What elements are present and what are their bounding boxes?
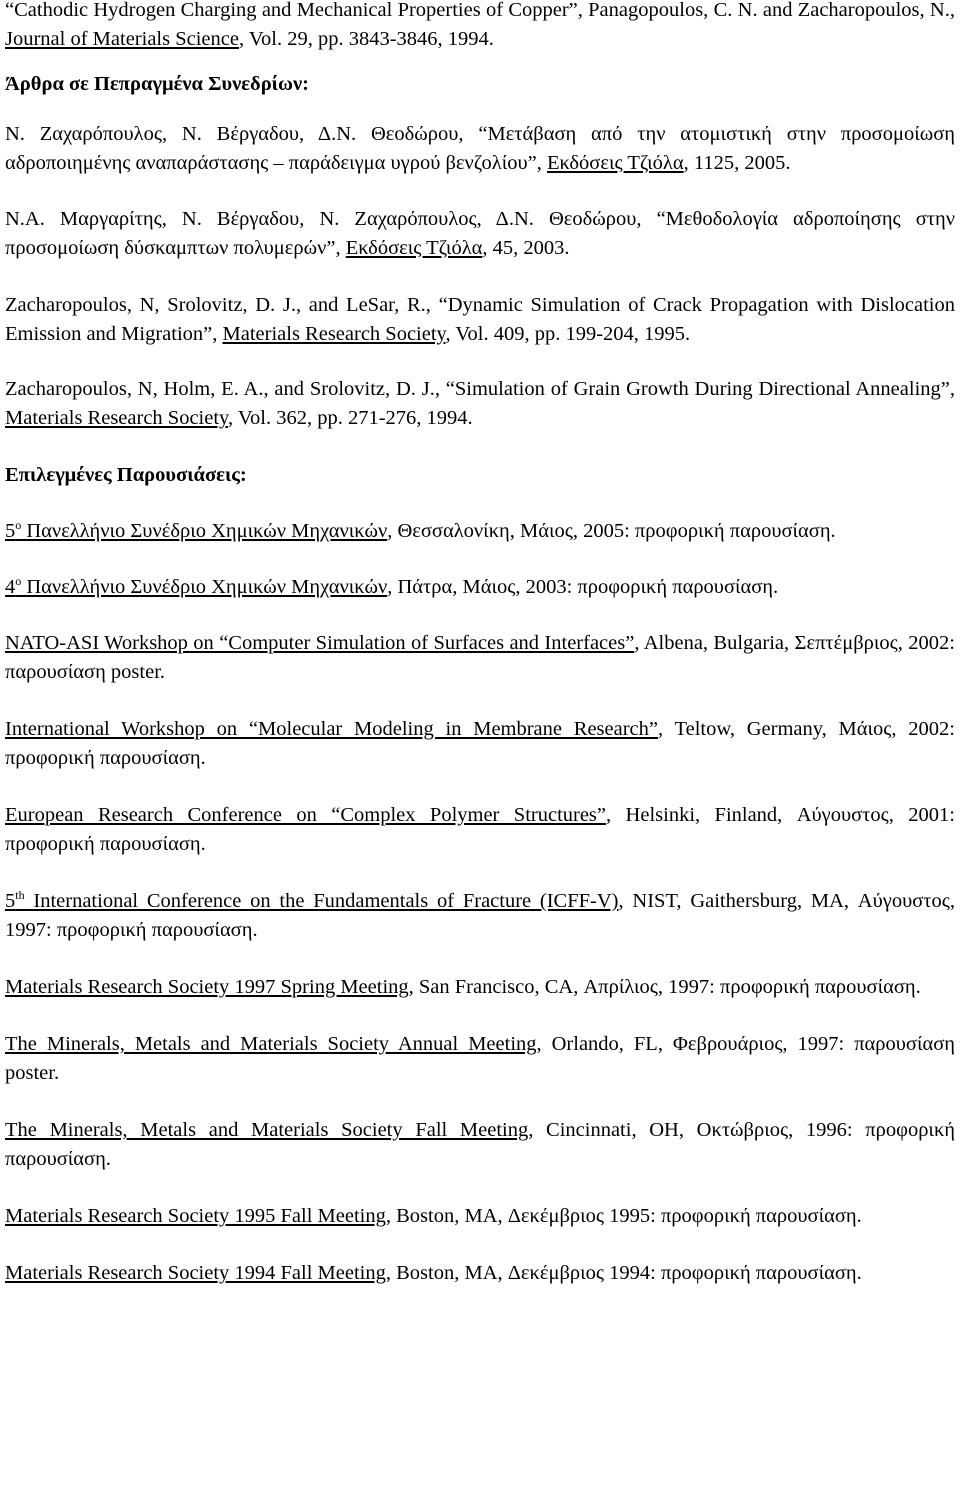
paper-text: Zacharopoulos, N, Srolovitz, D. J., and LeSar, R., “Dynamic Simulation of Crack Propagation with Dislocation Emission and Migration”, <box>5 294 955 345</box>
conference-link[interactable]: The Minerals, Metals and Materials Society Annual Meeting <box>5 1033 537 1055</box>
presentation-item <box>5 517 955 546</box>
presentation-details: , NIST, Gaithersburg, MA, Αύγουστος, 1997: προφορική παρουσίαση. <box>5 890 955 941</box>
conference-link[interactable]: NATO-ASI Workshop on “Computer Simulation of Surfaces and Interfaces” <box>5 632 635 654</box>
paper-text: Ν. Ζαχαρόπουλος, Ν. Βέργαδου, Δ.Ν. Θεοδώρου, “Μετάβαση από την ατομιστική στην προσομοίωση αδροποιημένης αναπαράστασης – παράδειγμα υγρού βενζολίου”, <box>5 123 955 174</box>
conference-paper-item <box>5 205 955 263</box>
paper-text-end: , Vol. 362, pp. 271-276, 1994. <box>227 407 473 429</box>
reference-text-end: , Vol. 29, pp. 3843-3846, 1994. <box>238 28 494 50</box>
journal-link[interactable]: Journal of Materials Science <box>5 28 239 50</box>
ordinal-number: 4 <box>5 576 16 598</box>
presentation-item <box>5 801 955 859</box>
conference-link[interactable]: Materials Research Society 1995 Fall Meeting <box>5 1205 386 1227</box>
presentation-item <box>5 1116 955 1174</box>
presentation-details: , Helsinki, Finland, Αύγουστος, 2001: προφορική παρουσίαση. <box>5 804 956 855</box>
presentation-item <box>5 887 955 945</box>
section-heading-presentations: Επιλεγμένες Παρουσιάσεις: <box>5 464 247 486</box>
publisher-link[interactable]: Εκδόσεις Τζιόλα <box>345 237 483 259</box>
presentation-item <box>5 973 955 1002</box>
publisher-link[interactable]: Materials Research Society <box>222 323 446 345</box>
conference-link[interactable]: European Research Conference on “Complex Polymer Structures” <box>5 804 607 826</box>
paper-text-end: , Vol. 409, pp. 199-204, 1995. <box>445 323 691 345</box>
conference-link[interactable] <box>5 520 387 542</box>
presentation-details: , Albena, Bulgaria, Σεπτέμβριος, 2002: παρουσίαση poster. <box>5 632 956 683</box>
conference-link[interactable]: International Workshop on “Molecular Modeling in Membrane Research” <box>5 718 658 740</box>
presentation-item <box>5 573 955 602</box>
presentation-details: , Boston, MA, Δεκέμβριος 1994: προφορική παρουσίαση. <box>385 1262 862 1284</box>
publisher-link[interactable]: Materials Research Society <box>5 407 228 429</box>
conference-paper-item <box>5 375 955 433</box>
conference-link[interactable] <box>5 890 619 912</box>
conference-link[interactable]: The Minerals, Metals and Materials Society Fall Meeting <box>5 1119 529 1141</box>
conference-link[interactable]: Materials Research Society 1997 Spring Meeting <box>5 976 409 998</box>
ordinal-suffix: o <box>15 518 22 533</box>
ordinal-number: 5 <box>5 890 16 912</box>
paper-text-end: , 1125, 2005. <box>683 152 791 174</box>
conference-paper-item <box>5 291 955 349</box>
presentation-details: , Πάτρα, Μάιος, 2003: προφορική παρουσίαση. <box>387 576 779 598</box>
presentation-item <box>5 1202 955 1231</box>
paper-text: Zacharopoulos, N, Holm, E. A., and Srolovitz, D. J., “Simulation of Grain Growth During Directional Annealing”, <box>5 378 955 400</box>
ordinal-suffix: o <box>15 574 22 589</box>
presentation-item <box>5 715 955 773</box>
conference-link[interactable] <box>5 576 387 598</box>
conference-link[interactable]: Materials Research Society 1994 Fall Meeting <box>5 1262 386 1284</box>
presentation-details: , San Francisco, CA, Απρίλιος, 1997: προφορική παρουσίαση. <box>408 976 921 998</box>
presentation-details: , Boston, MA, Δεκέμβριος 1995: προφορική παρουσίαση. <box>385 1205 862 1227</box>
conference-name: International Conference on the Fundamentals of Fracture (ICFF-V) <box>33 890 619 912</box>
conference-name: Πανελλήνιο Συνέδριο Χημικών Μηχανικών <box>26 576 388 598</box>
publisher-link[interactable]: Εκδόσεις Τζιόλα <box>547 152 684 174</box>
presentation-item <box>5 1259 955 1288</box>
presentation-item <box>5 1030 955 1088</box>
conference-name: Πανελλήνιο Συνέδριο Χημικών Μηχανικών <box>26 520 388 542</box>
presentation-details: , Θεσσαλονίκη, Μάιος, 2005: προφορική παρουσίαση. <box>387 520 836 542</box>
presentation-details: , Orlando, FL, Φεβρουάριος, 1997: παρουσίαση poster. <box>5 1033 956 1084</box>
paper-text-end: , 45, 2003. <box>482 237 570 259</box>
paper-text: Ν.Α. Μαργαρίτης, Ν. Βέργαδου, Ν. Ζαχαρόπουλος, Δ.Ν. Θεοδώρου, “Μεθοδολογία αδροποίησης στην προσομοίωση δύσκαμπτων πολυμερών”, <box>5 208 955 259</box>
top-reference <box>5 0 955 54</box>
presentation-item <box>5 629 955 687</box>
presentation-details: , Teltow, Germany, Μάιος, 2002: προφορική παρουσίαση. <box>5 718 955 769</box>
section-heading-conference-papers: Άρθρα σε Πεπραγμένα Συνεδρίων: <box>5 73 309 95</box>
ordinal-suffix: th <box>15 888 25 903</box>
reference-text: “Cathodic Hydrogen Charging and Mechanical Properties of Copper”, Panagopoulos, C. N. and Zacharopoulos, N., <box>5 0 955 21</box>
conference-paper-item <box>5 120 955 178</box>
ordinal-number: 5 <box>5 520 16 542</box>
presentation-details: , Cincinnati, OH, Οκτώβριος, 1996: προφορική παρουσίαση. <box>5 1119 956 1170</box>
